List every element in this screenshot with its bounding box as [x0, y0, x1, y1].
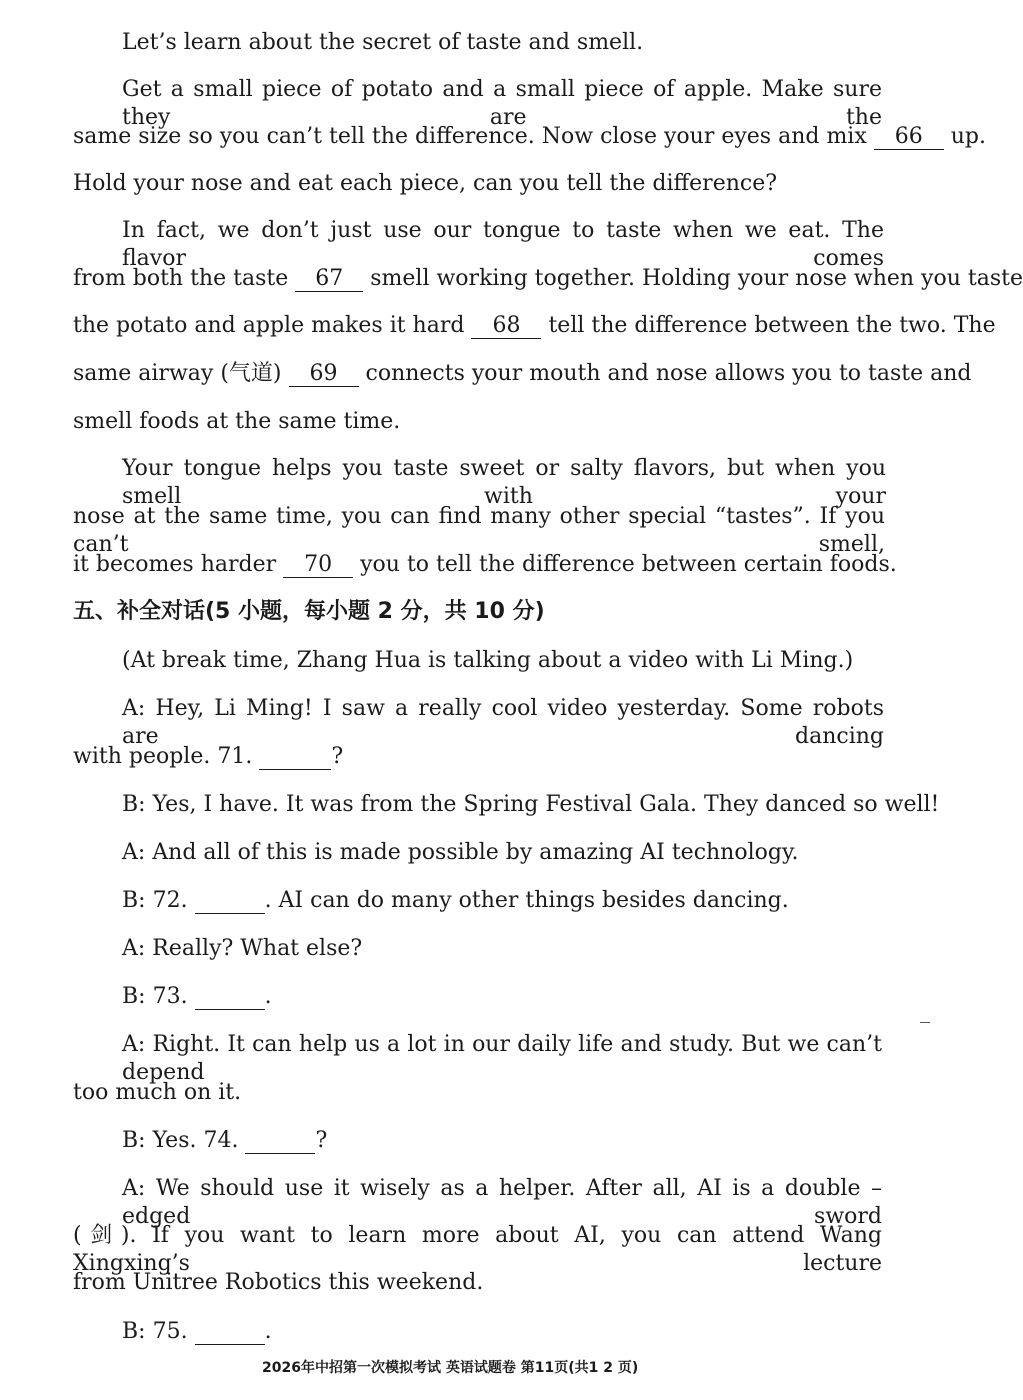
dialogue-a4-line2: too much on it.	[73, 1080, 242, 1105]
page-footer: 2026年中招第一次模拟考试 英语试题卷 第11页(共1 2 页)	[262, 1360, 639, 1376]
passage-p1-line1: Get a small piece of potato and a small piece of apple. Make sure they are the	[122, 77, 882, 130]
margin-mark	[920, 1022, 930, 1023]
dialogue-a5-line3: from Unitree Robotics this weekend.	[73, 1270, 484, 1295]
blank-68: 68	[471, 314, 541, 339]
dialogue-b3: B: 73. .	[122, 984, 272, 1009]
passage-p2-line3: the potato and apple makes it hard 68 tell the difference between the two. The	[73, 313, 996, 338]
dialogue-a2: A: And all of this is made possible by amazing AI technology.	[122, 840, 799, 865]
blank-69: 69	[289, 362, 359, 387]
dialogue-a1-line1: A: Hey, Li Ming! I saw a really cool video yesterday. Some robots are dancing	[122, 696, 884, 749]
passage-p3-line1: Your tongue helps you taste sweet or salty flavors, but when you smell with your	[122, 456, 886, 509]
dialogue-b2: B: 72. . AI can do many other things besides dancing.	[122, 888, 789, 913]
passage-p2-line5: smell foods at the same time.	[73, 409, 401, 434]
dialogue-b4: B: Yes. 74. ?	[122, 1128, 328, 1153]
blank-71[interactable]	[259, 745, 331, 770]
blank-67: 67	[295, 267, 363, 292]
dialogue-b1: B: Yes, I have. It was from the Spring Festival Gala. They danced so well!	[122, 792, 940, 817]
blank-66: 66	[874, 125, 944, 150]
dialogue-a5-line1: A: We should use it wisely as a helper. After all, AI is a double – edged sword	[122, 1176, 882, 1229]
passage-p1-line3: Hold your nose and eat each piece, can you tell the difference?	[73, 171, 778, 196]
passage-p3-line2: nose at the same time, you can find many other special “tastes”. If you can’t smell,	[73, 504, 885, 557]
dialogue-a4-line1: A: Right. It can help us a lot in our daily life and study. But we can’t depend	[122, 1032, 882, 1085]
blank-74[interactable]	[245, 1129, 315, 1154]
blank-72[interactable]	[195, 889, 265, 914]
passage-p3-line3: it becomes harder 70 you to tell the difference between certain foods.	[73, 552, 897, 577]
passage-p2-line2: from both the taste 67 smell working together. Holding your nose when you taste	[73, 266, 1023, 291]
blank-70: 70	[283, 553, 353, 578]
passage-p2-line4: same airway (气道) 69 connects your mouth and nose allows you to taste and	[73, 361, 972, 386]
dialogue-a1-line2: with people. 71. ?	[73, 744, 344, 769]
dialogue-b5: B: 75. .	[122, 1319, 272, 1344]
dialogue-a3: A: Really? What else?	[122, 936, 363, 961]
dialogue-context: (At break time, Zhang Hua is talking about a video with Li Ming.)	[122, 648, 854, 673]
passage-intro: Let’s learn about the secret of taste and smell.	[122, 30, 644, 55]
dialogue-a5-line2: (剑). If you want to learn more about AI, you can attend Wang Xingxing’s lecture	[73, 1223, 882, 1276]
blank-75[interactable]	[195, 1320, 265, 1345]
section-heading: 五、补全对话(5 小题，每小题 2 分，共 10 分)	[73, 599, 545, 624]
blank-73[interactable]	[195, 985, 265, 1010]
passage-p1-line2: same size so you can’t tell the difference. Now close your eyes and mix 66 up.	[73, 124, 987, 149]
passage-p2-line1: In fact, we don’t just use our tongue to taste when we eat. The flavor comes	[122, 218, 884, 271]
